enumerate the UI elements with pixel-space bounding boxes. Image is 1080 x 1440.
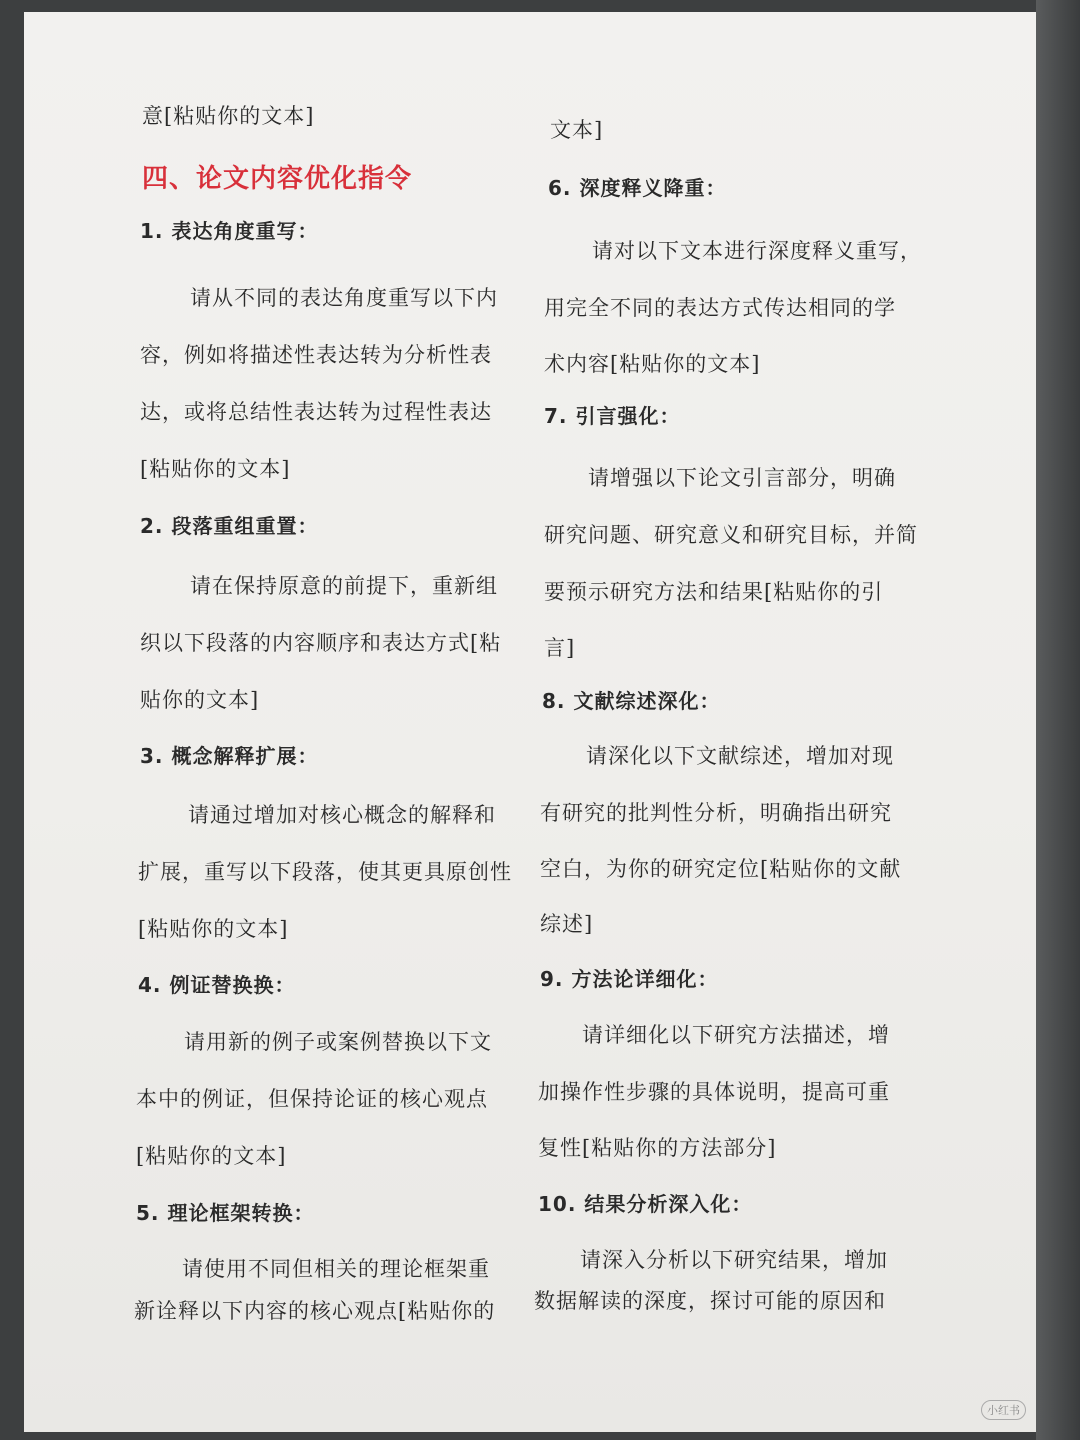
item-3-line-1: 请通过增加对核心概念的解释和: [188, 803, 496, 827]
item-8-line-4: 综述]: [540, 912, 594, 936]
screen-edge: [1036, 0, 1080, 1440]
item-8-line-1: 请深化以下文献综述，增加对现: [586, 744, 894, 768]
item-1-title: 1. 表达角度重写：: [140, 219, 319, 243]
item-3-line-2: 扩展，重写以下段落，使其更具原创性: [138, 860, 512, 884]
item-1-line-3: 达，或将总结性表达转为过程性表达: [140, 400, 492, 424]
item-2-title: 2. 段落重组重置：: [140, 514, 319, 538]
item-4-line-3: [粘贴你的文本]: [136, 1144, 287, 1168]
item-2-line-1: 请在保持原意的前提下，重新组: [190, 574, 498, 598]
item-8-title: 8. 文献综述深化：: [542, 689, 721, 713]
item-2-line-2: 织以下段落的内容顺序和表达方式[粘: [140, 631, 502, 655]
item-9-title: 9. 方法论详细化：: [540, 967, 719, 991]
item-4-line-2: 本中的例证，但保持论证的核心观点: [136, 1087, 488, 1111]
item-6-line-2: 用完全不同的表达方式传达相同的学: [544, 296, 896, 320]
item-1-line-1: 请从不同的表达角度重写以下内: [190, 286, 498, 310]
item-9-line-2: 加操作性步骤的具体说明，提高可重: [538, 1080, 890, 1104]
item-7-title: 7. 引言强化：: [544, 404, 681, 428]
item-1-line-2: 容，例如将描述性表达转为分析性表: [140, 343, 492, 367]
item-3-line-3: [粘贴你的文本]: [138, 917, 289, 941]
watermark-logo: 小红书: [981, 1400, 1026, 1420]
item-6-line-3: 术内容[粘贴你的文本]: [544, 352, 761, 376]
item-10-line-2: 数据解读的深度，探讨可能的原因和: [534, 1289, 886, 1313]
item-5-line-2: 新诠释以下内容的核心观点[粘贴你的: [134, 1299, 496, 1323]
document-page: [24, 12, 1036, 1432]
item-10-title: 10. 结果分析深入化：: [538, 1192, 753, 1216]
item-10-line-1: 请深入分析以下研究结果，增加: [580, 1248, 888, 1272]
item-9-line-3: 复性[粘贴你的方法部分]: [538, 1136, 777, 1160]
item-7-line-3: 要预示研究方法和结果[粘贴你的引: [544, 580, 884, 604]
item-1-line-4: [粘贴你的文本]: [140, 457, 291, 481]
item-6-title: 6. 深度释义降重：: [548, 176, 727, 200]
item-5-line-1: 请使用不同但相关的理论框架重: [182, 1257, 490, 1281]
item-4-title: 4. 例证替换换：: [138, 973, 296, 997]
item-7-line-4: 言]: [544, 636, 576, 660]
item-8-line-2: 有研究的批判性分析，明确指出研究: [540, 801, 892, 825]
right-top-fragment: 文本]: [550, 118, 604, 142]
item-3-title: 3. 概念解释扩展：: [140, 744, 319, 768]
item-7-line-1: 请增强以下论文引言部分，明确: [588, 466, 896, 490]
item-8-line-3: 空白，为你的研究定位[粘贴你的文献: [540, 857, 902, 881]
item-5-title: 5. 理论框架转换：: [136, 1201, 315, 1225]
item-9-line-1: 请详细化以下研究方法描述，增: [582, 1023, 890, 1047]
left-top-fragment: 意[粘贴你的文本]: [142, 104, 315, 128]
item-6-line-1: 请对以下文本进行深度释义重写，: [592, 239, 922, 263]
item-2-line-3: 贴你的文本]: [140, 688, 260, 712]
item-4-line-1: 请用新的例子或案例替换以下文: [184, 1030, 492, 1054]
section-heading: 四、论文内容优化指令: [142, 164, 413, 194]
item-7-line-2: 研究问题、研究意义和研究目标，并简: [544, 523, 918, 547]
